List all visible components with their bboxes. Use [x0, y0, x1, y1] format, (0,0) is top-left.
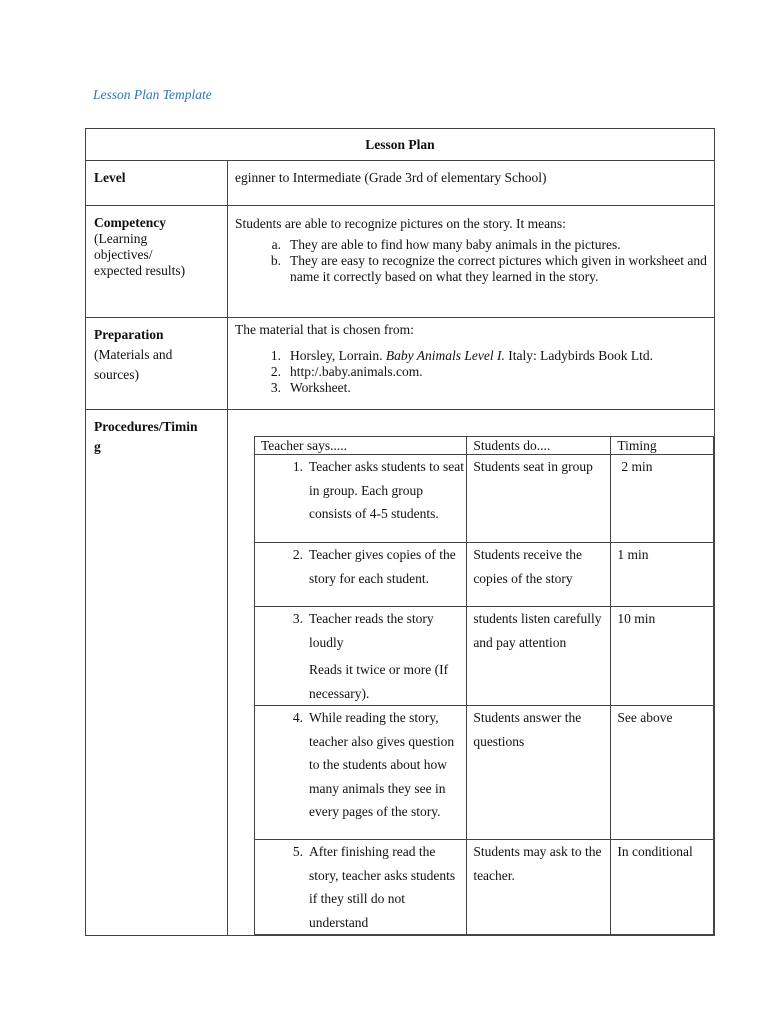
row-number: 4.: [292, 710, 303, 725]
competency-content: [228, 206, 715, 318]
timing-cell: 2 min: [611, 455, 714, 543]
header-timing: Timing: [611, 437, 714, 455]
row-number: 2.: [292, 547, 303, 562]
preparation-item: 1. Horsley, Lorrain. Baby Animals Level I. Italy: Ladybirds Book Ltd.: [270, 348, 653, 363]
row-number: 5.: [292, 844, 303, 859]
procedures-label-line1: Procedures/Timin: [94, 419, 198, 434]
preparation-sub-2: sources): [94, 367, 139, 382]
preparation-item1-prefix: Horsley, Lorrain.: [290, 348, 383, 363]
competency-item-marker: a.: [271, 237, 281, 252]
competency-item: [235, 253, 708, 285]
teacher-cell: [255, 706, 467, 840]
teacher-text: Teacher gives copies of the story for each student.: [309, 547, 456, 586]
procedures-table: [254, 436, 714, 935]
procedures-label-line2: g: [94, 439, 101, 454]
preparation-item3-text: Worksheet.: [290, 380, 351, 395]
level-label: Level: [86, 161, 228, 206]
teacher-cell: [255, 607, 467, 706]
timing-cell: 10 min: [611, 607, 714, 706]
competency-label-cell: [86, 206, 228, 318]
preparation-item2-text: http:/.baby.animals.com.: [290, 364, 423, 379]
preparation-item1-title: Baby Animals Level I.: [385, 348, 505, 363]
table-row: [255, 706, 714, 840]
students-cell: Students seat in group: [467, 455, 611, 543]
competency-sub-1: (Learning: [94, 231, 148, 246]
preparation-item: 3. Worksheet.: [235, 380, 708, 396]
header-students: Students do....: [467, 437, 611, 455]
students-cell: students listen carefully and pay attention: [467, 607, 611, 706]
competency-sub-3: expected results): [94, 263, 186, 278]
document-title: Lesson Plan Template: [93, 87, 212, 102]
preparation-sub-1: (Materials and: [94, 347, 173, 362]
preparation-content: [228, 318, 715, 410]
lesson-plan-table: [85, 128, 715, 936]
competency-item: [235, 237, 708, 253]
timing-cell: In conditional: [611, 840, 714, 935]
competency-label: Competency: [94, 215, 166, 230]
competency-item-text: They are able to find how many baby animals in the pictures.: [290, 237, 621, 252]
row-number: 1.: [292, 459, 303, 474]
teacher-text: Teacher reads the story loudly: [309, 611, 434, 650]
table-row: [255, 840, 714, 935]
competency-intro: Students are able to recognize pictures on the story. It means:: [235, 216, 566, 231]
students-cell: Students receive the copies of the story: [467, 543, 611, 607]
procedures-content: [228, 410, 715, 936]
preparation-intro: The material that is chosen from:: [235, 322, 414, 337]
preparation-label: Preparation: [94, 327, 164, 342]
competency-item-text: They are easy to recognize the correct pictures which given in worksheet and name it correctly based on what they learned in the story.: [290, 253, 707, 284]
level-value: eginner to Intermediate (Grade 3rd of elementary School): [228, 161, 715, 206]
procedures-header-row: [255, 437, 714, 455]
preparation-item: 2. http:/.baby.animals.com.: [235, 364, 708, 380]
teacher-cell: [255, 543, 467, 607]
timing-cell: 1 min: [611, 543, 714, 607]
students-cell: Students answer the questions: [467, 706, 611, 840]
competency-sub-2: objectives/: [94, 247, 153, 262]
table-row: [255, 455, 714, 543]
competency-item-marker: b.: [270, 253, 281, 268]
header-teacher: Teacher says.....: [255, 437, 467, 455]
students-cell: Students may ask to the teacher.: [467, 840, 611, 935]
teacher-text: While reading the story, teacher also gives question to the students about how many animals they see in every pages of the story.: [309, 710, 455, 819]
procedures-label-cell: [86, 410, 228, 936]
table-row: [255, 607, 714, 706]
teacher-cell: [255, 840, 467, 935]
timing-cell: See above: [611, 706, 714, 840]
table-row: [255, 543, 714, 607]
preparation-label-cell: [86, 318, 228, 410]
lesson-plan-heading: Lesson Plan: [86, 129, 715, 161]
row-number: 3.: [292, 611, 303, 626]
teacher-text-extra: Reads it twice or more (If necessary).: [309, 662, 449, 701]
teacher-text: After finishing read the story, teacher asks students if they still do not understand: [309, 844, 456, 930]
teacher-cell: [255, 455, 467, 543]
preparation-item1-suffix: Italy: Ladybirds Book Ltd.: [508, 348, 653, 363]
teacher-text: Teacher asks students to seat in group. Each group consists of 4-5 students.: [309, 459, 465, 521]
